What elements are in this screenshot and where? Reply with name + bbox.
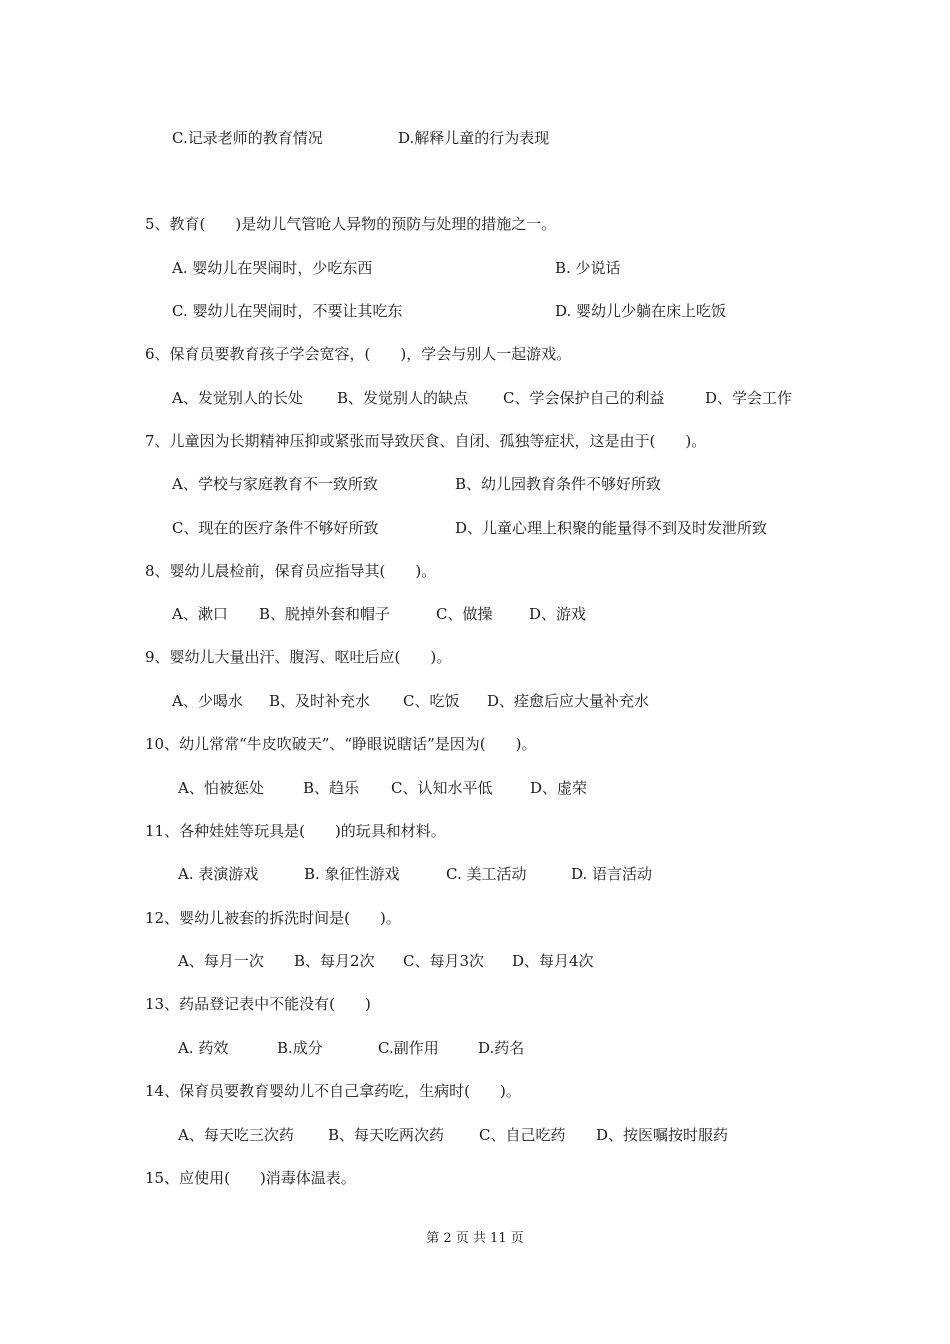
question-13-option-b: B.成分 bbox=[277, 1039, 323, 1057]
question-12-option-a: A、每月一次 bbox=[178, 952, 264, 970]
question-9-option-d: D、痊愈后应大量补充水 bbox=[487, 692, 650, 710]
question-6-option-b: B、发觉别人的缺点 bbox=[337, 389, 469, 407]
question-6-option-d: D、学会工作 bbox=[705, 389, 793, 407]
question-12-option-c: C、每月3次 bbox=[403, 952, 485, 970]
question-8-option-d: D、游戏 bbox=[529, 605, 587, 623]
option-d: D.解释儿童的行为表现 bbox=[398, 129, 550, 147]
question-5-option-d: D. 婴幼儿少躺在床上吃饭 bbox=[555, 302, 727, 320]
question-11-option-c: C. 美工活动 bbox=[446, 865, 527, 883]
question-13-option-c: C.副作用 bbox=[378, 1039, 439, 1057]
question-7-option-d: D、儿童心理上积聚的能量得不到及时发泄所致 bbox=[455, 519, 768, 537]
question-13-option-a: A. 药效 bbox=[178, 1039, 229, 1057]
question-10-stem: 10、幼儿常常“牛皮吹破天”、“睁眼说瞎话”是因为( )。 bbox=[145, 735, 537, 753]
question-12-option-d: D、每月4次 bbox=[512, 952, 594, 970]
question-7-option-a: A、学校与家庭教育不一致所致 bbox=[172, 475, 378, 493]
question-14-option-c: C、自己吃药 bbox=[479, 1126, 566, 1144]
question-6-option-c: C、学会保护自己的利益 bbox=[503, 389, 665, 407]
question-14-option-a: A、每天吃三次药 bbox=[178, 1126, 294, 1144]
question-5-option-a: A. 婴幼儿在哭闹时，少吃东西 bbox=[172, 259, 373, 277]
question-9-stem: 9、婴幼儿大量出汗、腹泻、呕吐后应( )。 bbox=[145, 648, 452, 666]
question-8-option-b: B、脱掉外套和帽子 bbox=[259, 605, 391, 623]
question-7-option-c: C、现在的医疗条件不够好所致 bbox=[172, 519, 379, 537]
question-15-stem: 15、应使用( )消毒体温表。 bbox=[145, 1169, 356, 1187]
question-7-option-b: B、幼儿园教育条件不够好所致 bbox=[455, 475, 662, 493]
question-14-option-b: B、每天吃两次药 bbox=[328, 1126, 445, 1144]
question-5-option-b: B. 少说话 bbox=[555, 259, 621, 277]
question-10-option-d: D、虚荣 bbox=[530, 779, 588, 797]
question-13-option-d: D.药名 bbox=[478, 1039, 525, 1057]
option-c: C.记录老师的教育情况 bbox=[172, 129, 323, 147]
question-11-option-a: A. 表演游戏 bbox=[178, 865, 259, 883]
question-11-option-b: B. 象征性游戏 bbox=[304, 865, 400, 883]
question-8-option-c: C、做操 bbox=[436, 605, 493, 623]
question-14-option-d: D、按医嘱按时服药 bbox=[596, 1126, 729, 1144]
question-10-option-a: A、怕被惩处 bbox=[178, 779, 264, 797]
question-13-stem: 13、药品登记表中不能没有( ) bbox=[145, 995, 371, 1013]
question-9-option-b: B、及时补充水 bbox=[269, 692, 371, 710]
question-12-option-b: B、每月2次 bbox=[294, 952, 375, 970]
question-6-option-a: A、发觉别人的长处 bbox=[172, 389, 303, 407]
question-14-stem: 14、保育员要教育婴幼儿不自己拿药吃，生病时( )。 bbox=[145, 1082, 521, 1100]
question-5-option-c: C. 婴幼儿在哭闹时，不要让其吃东 bbox=[172, 302, 403, 320]
question-9-option-c: C、吃饭 bbox=[403, 692, 460, 710]
question-11-stem: 11、各种娃娃等玩具是( )的玩具和材料。 bbox=[145, 822, 446, 840]
question-10-option-b: B、趋乐 bbox=[303, 779, 360, 797]
question-8-stem: 8、婴幼儿晨检前，保育员应指导其( )。 bbox=[145, 562, 437, 580]
question-5-stem: 5、教育( )是幼儿气管呛人异物的预防与处理的措施之一。 bbox=[145, 215, 557, 233]
question-10-option-c: C、认知水平低 bbox=[391, 779, 493, 797]
question-8-option-a: A、漱口 bbox=[172, 605, 228, 623]
page-number: 第 2 页 共 11 页 bbox=[426, 1231, 524, 1246]
question-7-stem: 7、儿童因为长期精神压抑或紧张而导致厌食、自闭、孤独等症状，这是由于( )。 bbox=[145, 432, 707, 450]
question-11-option-d: D. 语言活动 bbox=[571, 865, 653, 883]
question-9-option-a: A、少喝水 bbox=[172, 692, 243, 710]
question-12-stem: 12、婴幼儿被套的拆洗时间是( )。 bbox=[145, 909, 401, 927]
question-6-stem: 6、保育员要教育孩子学会宽容，( )，学会与别人一起游戏。 bbox=[145, 345, 572, 363]
